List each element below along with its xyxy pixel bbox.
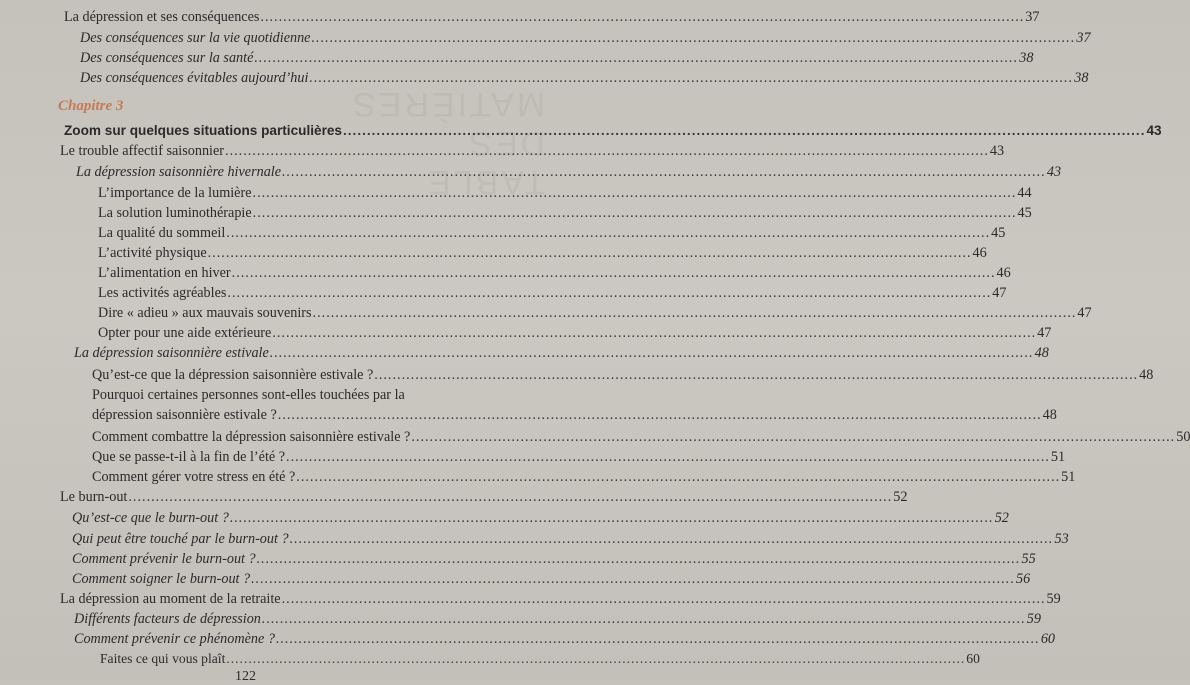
toc-entry: [72, 550, 1036, 568]
toc-entry-page: 53: [1054, 531, 1069, 547]
toc-entry-page: 47: [1037, 325, 1052, 341]
toc-entry: [98, 264, 1011, 282]
toc-entry-page: 52: [893, 489, 908, 505]
toc-entry-title: Faites ce qui vous plaît: [100, 651, 226, 666]
toc-entry: [98, 244, 987, 262]
toc-entry-page: 37: [1076, 30, 1091, 46]
toc-entry: [98, 284, 1007, 302]
toc-entry: [72, 530, 1069, 548]
toc-entry-title: Des conséquences évitables aujourd’hui: [80, 70, 309, 86]
chapter-label: Chapitre 3: [58, 98, 124, 114]
dot-leader: [282, 163, 1046, 181]
dot-leader: [251, 570, 1015, 588]
toc-entry-title: Qui peut être touché par le burn-out ?: [72, 531, 289, 547]
toc-entry-title: La dépression au moment de la retraite: [60, 591, 281, 607]
toc-entry-title: Qu’est-ce que la dépression saisonnière estivale ?: [92, 367, 374, 383]
dot-leader: [128, 488, 892, 506]
toc-entry-title: La qualité du sommeil: [98, 225, 226, 241]
toc-entry-page: 50: [1176, 429, 1190, 445]
dot-leader: [313, 304, 1077, 322]
toc-entry: [74, 610, 1041, 628]
toc-entry-title: Pourquoi certaines personnes sont-elles touchées par la: [92, 387, 405, 403]
dot-leader: [309, 69, 1073, 87]
toc-entry-page: 59: [1026, 611, 1041, 627]
dot-leader: [226, 224, 990, 242]
toc-entry: [100, 650, 980, 668]
toc-entry-title: Différents facteurs de dépression: [74, 611, 261, 627]
toc-entry: [98, 224, 1006, 242]
toc-entry-page: 52: [994, 510, 1009, 526]
toc-entry-page: 38: [1074, 70, 1089, 86]
toc-entry-page: 48: [1042, 407, 1057, 423]
toc-entry-title: Dire « adieu » aux mauvais souvenirs: [98, 305, 312, 321]
toc-entry-page: 55: [1021, 551, 1036, 567]
dot-leader: [343, 122, 1146, 140]
toc-entry-title: Que se passe-t-il à la fin de l’été ?: [92, 449, 286, 465]
toc-entry-title: Les activités agréables: [98, 285, 227, 301]
toc-entry-page: 59: [1046, 591, 1061, 607]
toc-entry: [98, 204, 1032, 222]
toc-entry: [74, 630, 1055, 648]
toc-entry-title: La dépression saisonnière hivernale: [76, 164, 282, 180]
toc-entry-page: 45: [1017, 205, 1032, 221]
toc-entry-title: Comment prévenir ce phénomène ?: [74, 631, 275, 647]
chapter-title: Zoom sur quelques situations particulières: [64, 123, 342, 138]
toc-entry-continued: [92, 386, 466, 404]
toc-entry: [98, 184, 1032, 202]
toc-entry-title: L’importance de la lumière: [98, 185, 252, 201]
toc-entry-page: 43: [1046, 164, 1062, 180]
toc-entry: [98, 324, 1052, 342]
toc-entry-title: Le burn-out: [60, 489, 128, 505]
dot-leader: [208, 244, 972, 262]
toc-entry-title: Opter pour une aide extérieure: [98, 325, 272, 341]
page-number: 122: [235, 669, 256, 684]
toc-entry-title: La dépression saisonnière estivale: [74, 345, 269, 361]
dot-leader: [230, 509, 994, 527]
toc-entry-page: 38: [1019, 50, 1034, 66]
toc-entry-title: Le trouble affectif saisonnier: [60, 143, 225, 159]
toc-entry-page: 43: [989, 143, 1005, 159]
toc-entry-page: 45: [991, 225, 1006, 241]
toc-entry-page: 37: [1025, 9, 1040, 25]
toc-entry: [80, 49, 1034, 67]
dot-leader: [276, 630, 1040, 648]
toc-entry: [72, 509, 1009, 527]
dot-leader: [296, 468, 1060, 486]
toc-entry-page: 51: [1061, 469, 1076, 485]
dot-leader: [253, 204, 1017, 222]
toc-entry: [64, 8, 1040, 26]
dot-leader: [286, 448, 1050, 466]
toc-entry: [92, 468, 1076, 486]
toc-entry: [98, 304, 1092, 322]
dot-leader: [278, 406, 1042, 424]
toc-entry-title: Comment soigner le burn-out ?: [72, 571, 251, 587]
dot-leader: [272, 324, 1036, 342]
dot-leader: [312, 29, 1076, 47]
toc-entry: [60, 488, 908, 506]
toc-entry: [60, 142, 1005, 160]
dot-leader: [226, 650, 965, 668]
chapter-title-entry: [64, 122, 1162, 140]
toc-entry-page: 46: [972, 245, 987, 261]
dot-leader: [282, 590, 1046, 608]
dot-leader: [290, 530, 1054, 548]
toc-entry: [74, 344, 1049, 362]
toc-entry: [76, 163, 1062, 181]
toc-entry-page: 60: [966, 651, 980, 666]
dot-leader: [260, 8, 1024, 26]
dot-leader: [257, 550, 1021, 568]
toc-entry-page: 48: [1034, 345, 1049, 361]
toc-entry: [80, 69, 1089, 87]
toc-entry-title: Comment prévenir le burn-out ?: [72, 551, 256, 567]
toc-entry-page: 56: [1016, 571, 1031, 587]
dot-leader: [270, 344, 1034, 362]
toc-entry-title: La solution luminothérapie: [98, 205, 252, 221]
toc-entry-title: Comment gérer votre stress en été ?: [92, 469, 296, 485]
toc-entry-page: 46: [996, 265, 1011, 281]
dot-leader: [411, 428, 1175, 446]
toc-entry: [60, 590, 1061, 608]
toc-entry-title: Des conséquences sur la santé: [80, 50, 254, 66]
toc-entry-page: 47: [992, 285, 1007, 301]
chapter-page: 43: [1146, 123, 1162, 138]
ghost-heading-show-through: TABLE DES MATIÈRES: [350, 85, 546, 201]
toc-entry-title: Qu’est-ce que le burn-out ?: [72, 510, 229, 526]
toc-entry-title: dépression saisonnière estivale ?: [92, 407, 277, 423]
toc-entry-page: 44: [1017, 185, 1032, 201]
dot-leader: [227, 284, 991, 302]
toc-entry: [92, 428, 1190, 446]
toc-entry-page: 48: [1139, 367, 1154, 383]
toc-entry-title: L’alimentation en hiver: [98, 265, 231, 281]
toc-entry-title: L’activité physique: [98, 245, 207, 261]
toc-entry: [92, 448, 1066, 466]
toc-entry: [80, 29, 1091, 47]
toc-entry-page: 47: [1077, 305, 1092, 321]
toc-entry-page: 51: [1050, 449, 1066, 465]
toc-entry-title: Comment combattre la dépression saisonnière estivale ?: [92, 429, 411, 445]
toc-entry-page: 60: [1040, 631, 1055, 647]
toc-entry-title: La dépression et ses conséquences: [64, 9, 260, 25]
toc-entry-title: Des conséquences sur la vie quotidienne: [80, 30, 311, 46]
dot-leader: [254, 49, 1018, 67]
dot-leader: [374, 366, 1138, 384]
dot-leader: [232, 264, 996, 282]
dot-leader: [225, 142, 989, 160]
dot-leader: [253, 184, 1017, 202]
toc-entry: [92, 366, 1154, 384]
toc-entry: [92, 406, 1057, 424]
dot-leader: [262, 610, 1026, 628]
toc-entry: [72, 570, 1031, 588]
